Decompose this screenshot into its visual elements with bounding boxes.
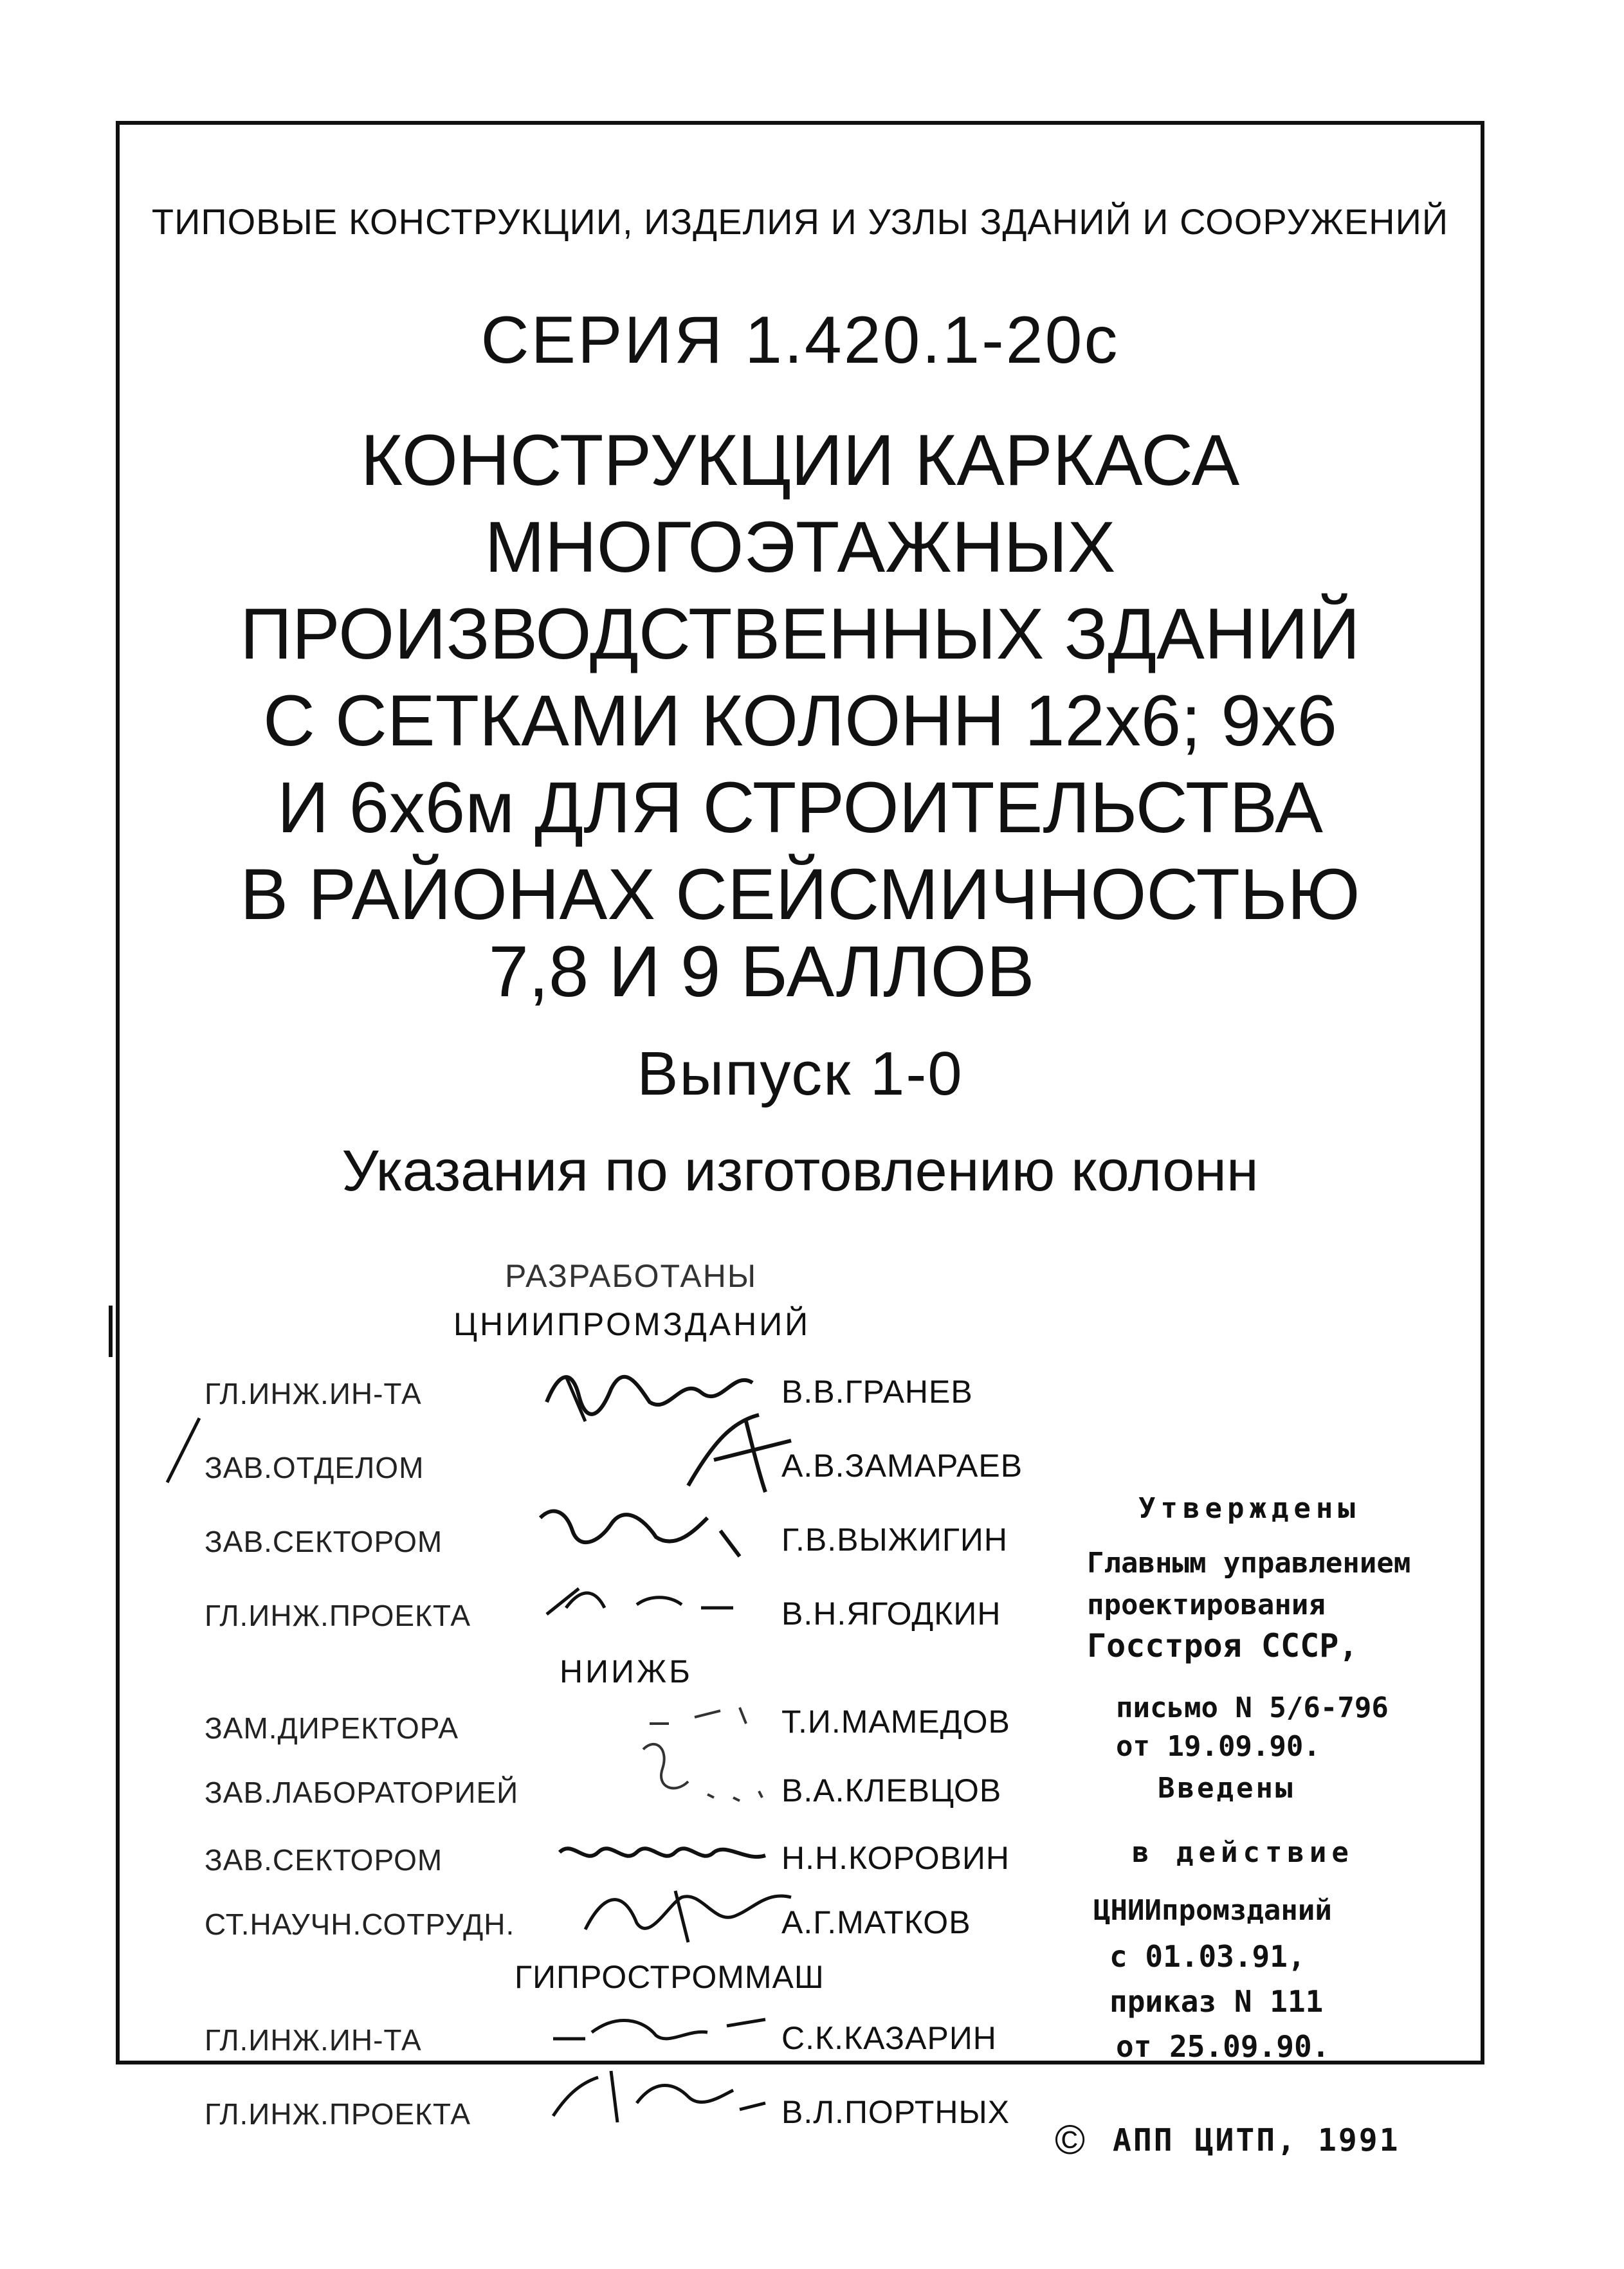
margin-mark [103,1306,116,1357]
title-line: 7,8 И 9 БАЛЛОВ [488,931,1035,1012]
person-name: В.Л.ПОРТНЫХ [781,2094,1010,2130]
series-number: СЕРИЯ 1.420.1-20с [480,303,1120,378]
position-title: ГЛ.ИНЖ.ИН-ТА [205,1377,422,1410]
issue-number: Выпуск 1-0 [637,1039,963,1108]
position-title: ГЛ.ИНЖ.ПРОЕКТА [205,1599,471,1632]
introducing-organization: ЦНИИпромзданий [1093,1894,1332,1927]
signature-graphic [630,1736,772,1807]
position-title: ЗАВ.СЕКТОРОМ [205,1843,443,1877]
organization-name: НИИЖБ [560,1654,693,1690]
person-name: Н.Н.КОРОВИН [781,1840,1010,1876]
organization-name: ЦНИИПРОМЗДАНИЙ [453,1306,811,1342]
person-name: С.К.КАЗАРИН [781,2020,997,2056]
title-line: МНОГОЭТАЖНЫХ [484,507,1116,587]
title-line: И 6х6м ДЛЯ СТРОИТЕЛЬСТВА [277,767,1324,848]
signature-graphic [540,1569,753,1627]
approval-letter: письмо N 5/6-796 [1116,1691,1389,1724]
position-title: ЗАМ.ДИРЕКТОРА [205,1711,459,1745]
title-line: ПРОИЗВОДСТВЕННЫХ ЗДАНИЙ [240,594,1360,674]
position-title: ЗАВ.ОТДЕЛОМ [205,1451,424,1484]
pen-slash-mark [161,1415,206,1486]
person-name: В.А.КЛЕВЦОВ [781,1772,1002,1809]
order-number: приказ N 111 [1109,1984,1324,2019]
signature-graphic [675,1402,804,1499]
copyright-text: АПП ЦИТП, 1991 [1113,2122,1400,2158]
position-title: ЗАВ.ЛАБОРАТОРИЕЙ [205,1776,519,1809]
approved-by-line: Госстроя СССР, [1087,1627,1358,1664]
signature-graphic [540,2058,772,2129]
title-line: КОНСТРУКЦИИ КАРКАСА [360,420,1240,500]
person-name: А.Г.МАТКОВ [781,1904,971,1940]
approved-by-line: проектирования [1087,1589,1326,1621]
document-subtitle: Указания по изготовлению колонн [342,1139,1259,1203]
signature-graphic [553,1827,778,1878]
position-title: ЗАВ.СЕКТОРОМ [205,1525,443,1558]
approved-label: Утверждены [1138,1492,1360,1525]
person-name: Г.В.ВЫЖИГИН [781,1522,1008,1558]
order-date: от 25.09.90. [1116,2029,1330,2064]
signature-graphic [547,2007,778,2058]
approved-by-line: Главным управлением [1087,1547,1411,1580]
organization-name: ГИПРОСТРОММАШ [515,1959,825,1995]
person-name: Т.И.МАМЕДОВ [781,1704,1010,1740]
position-title: ГЛ.ИНЖ.ПРОЕКТА [205,2097,471,2131]
title-line: В РАЙОНАХ СЕЙСМИЧНОСТЬЮ [240,854,1360,934]
copyright-icon: © [1055,2117,1086,2163]
introduced-label: Введены [1158,1772,1295,1805]
position-title: ГЛ.ИНЖ.ИН-ТА [205,2023,422,2057]
title-line: С СЕТКАМИ КОЛОНН 12х6; 9х6 [263,680,1337,761]
approval-letter-date: от 19.09.90. [1116,1730,1320,1763]
person-name: А.В.ЗАМАРАЕВ [781,1448,1023,1484]
person-name: В.Н.ЯГОДКИН [781,1596,1001,1632]
effective-date: с 01.03.91, [1109,1939,1306,1974]
position-title: СТ.НАУЧН.СОТРУДН. [205,1908,515,1941]
developed-label: РАЗРАБОТАНЫ [505,1258,758,1294]
series-header: ТИПОВЫЕ КОНСТРУКЦИИ, ИЗДЕЛИЯ И УЗЛЫ ЗДАНИЙ И СООРУЖЕНИЙ [151,201,1449,242]
signature-graphic [527,1492,759,1563]
in-effect-label: в действие [1132,1836,1354,1869]
person-name: В.В.ГРАНЕВ [781,1374,973,1410]
signature-graphic [579,1878,798,1949]
